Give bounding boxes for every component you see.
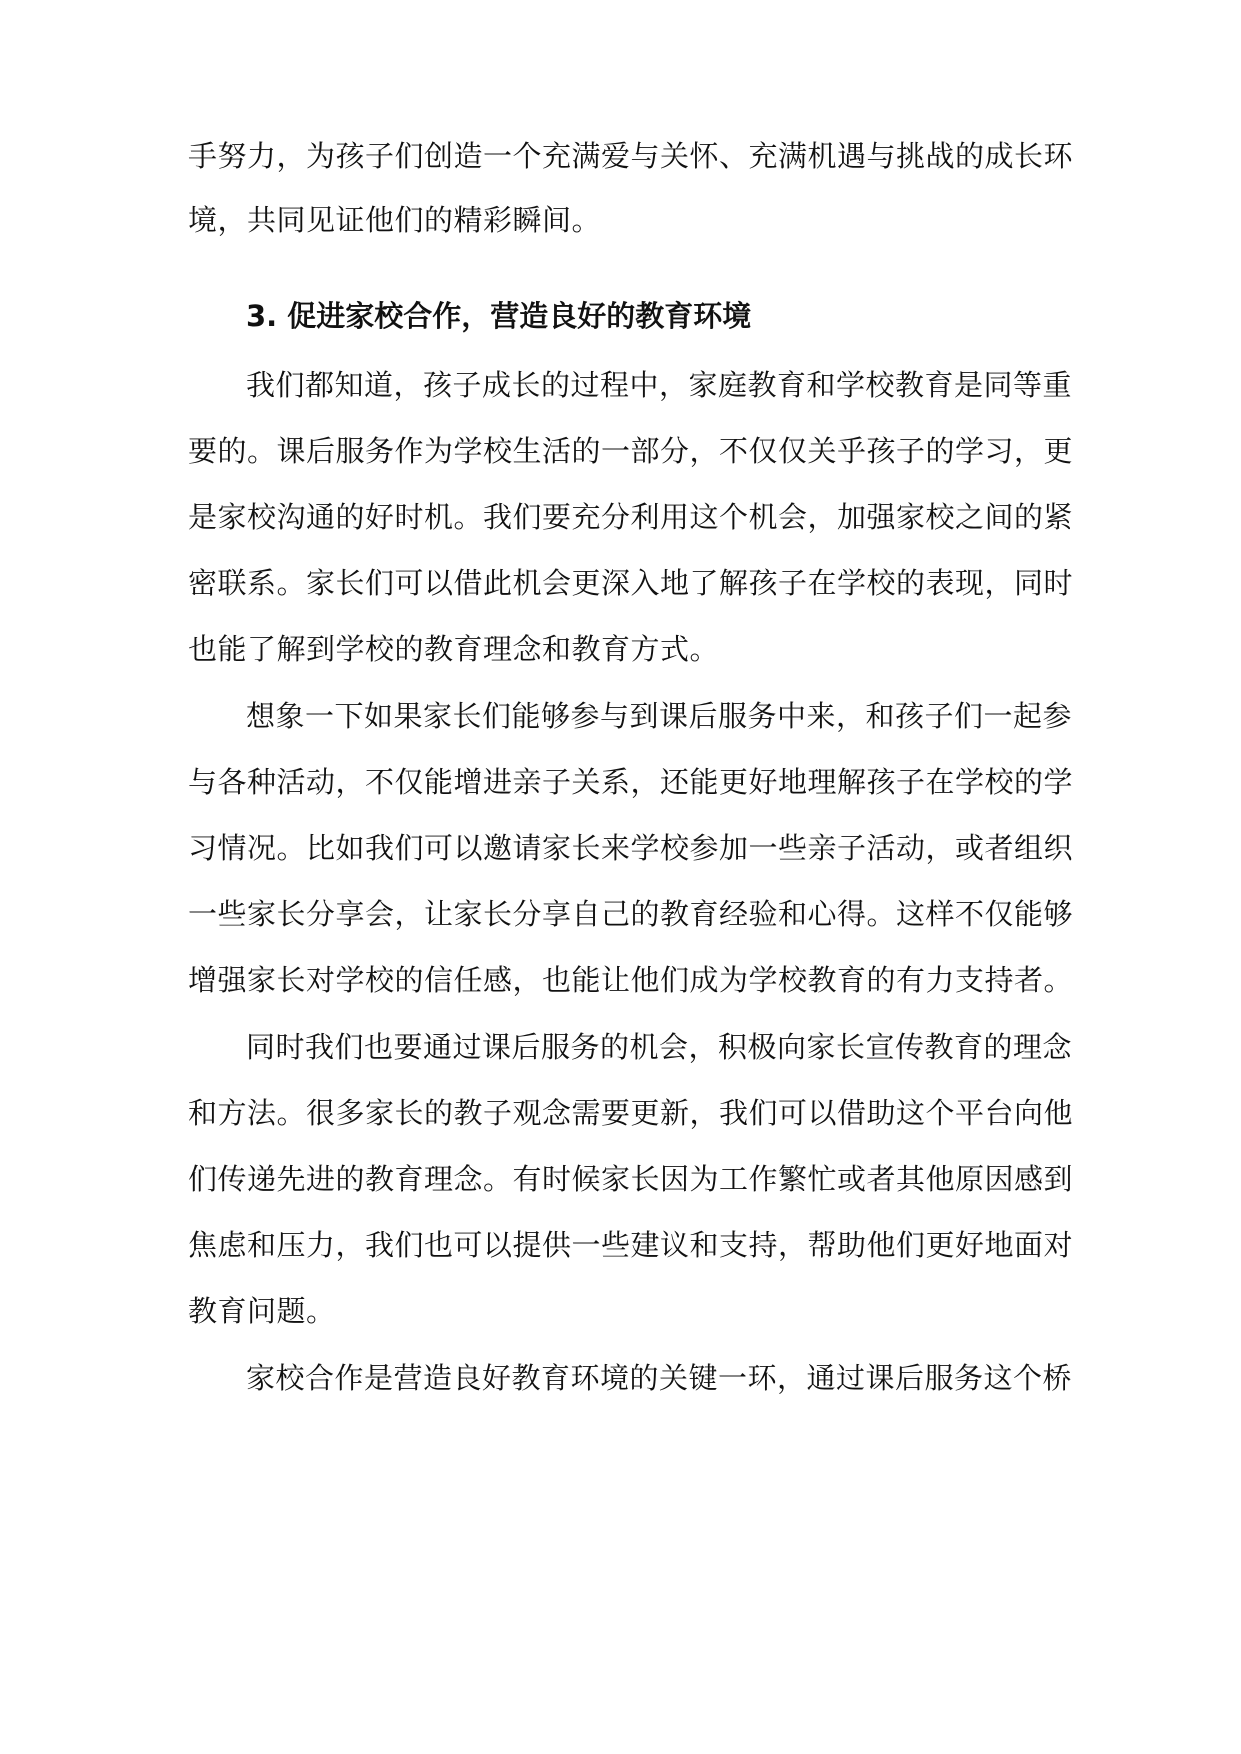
paragraph-line: 想象一下如果家长们能够参与到课后服务中来，和孩子们一起参 — [246, 699, 1073, 733]
section-heading: 3. 促进家校合作，营造良好的教育环境 — [246, 299, 752, 333]
paragraph-line: 是家校沟通的好时机。我们要充分利用这个机会，加强家校之间的紧 — [188, 500, 1074, 534]
paragraph-line: 教育问题。 — [188, 1294, 336, 1328]
paragraph-line: 家校合作是营造良好教育环境的关键一环，通过课后服务这个桥 — [246, 1361, 1073, 1395]
paragraph-line: 焦虑和压力，我们也可以提供一些建议和支持，帮助他们更好地面对 — [188, 1228, 1074, 1262]
intro-line: 境，共同见证他们的精彩瞬间。 — [188, 203, 602, 237]
paragraph-line: 一些家长分享会，让家长分享自己的教育经验和心得。这样不仅能够 — [188, 897, 1074, 931]
paragraph-line: 也能了解到学校的教育理念和教育方式。 — [188, 632, 720, 666]
paragraph-line: 增强家长对学校的信任感，也能让他们成为学校教育的有力支持者。 — [188, 963, 1074, 997]
paragraph-line: 密联系。家长们可以借此机会更深入地了解孩子在学校的表现，同时 — [188, 566, 1074, 600]
paragraph-line: 要的。课后服务作为学校生活的一部分，不仅仅关乎孩子的学习，更 — [188, 434, 1074, 468]
intro-line: 手努力，为孩子们创造一个充满爱与关怀、充满机遇与挑战的成长环 — [188, 139, 1074, 173]
paragraph-line: 和方法。很多家长的教子观念需要更新，我们可以借助这个平台向他 — [188, 1096, 1074, 1130]
paragraph-line: 们传递先进的教育理念。有时候家长因为工作繁忙或者其他原因感到 — [188, 1162, 1074, 1196]
paragraph-line: 与各种活动，不仅能增进亲子关系，还能更好地理解孩子在学校的学 — [188, 765, 1074, 799]
paragraph-line: 我们都知道，孩子成长的过程中，家庭教育和学校教育是同等重 — [246, 368, 1073, 402]
paragraph-line: 习情况。比如我们可以邀请家长来学校参加一些亲子活动，或者组织 — [188, 831, 1074, 865]
paragraph-line: 同时我们也要通过课后服务的机会，积极向家长宣传教育的理念 — [246, 1030, 1073, 1064]
